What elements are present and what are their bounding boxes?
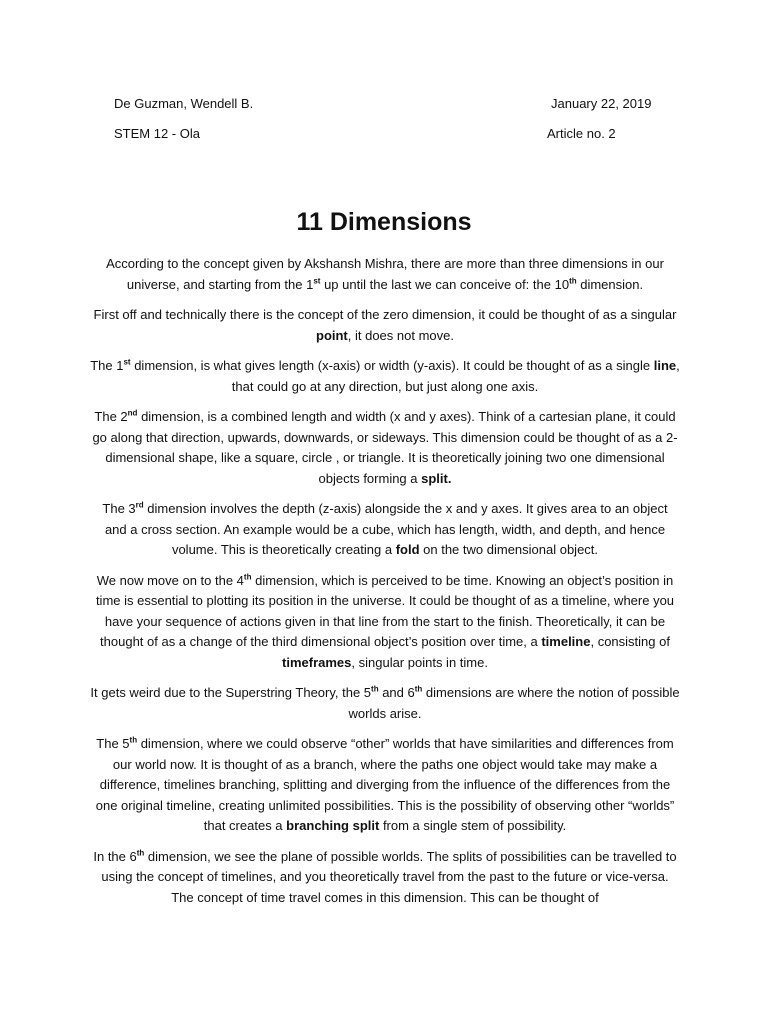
document-body xyxy=(90,254,680,918)
text-run: from a single stem of possibility. xyxy=(379,818,567,833)
ordinal-suffix: th xyxy=(569,276,577,286)
paragraph-zero-dimension xyxy=(90,305,680,346)
document-title: 11 Dimensions xyxy=(296,208,472,236)
ordinal-suffix: rd xyxy=(135,500,144,510)
ordinal-suffix: st xyxy=(313,276,321,286)
text-run: The 1 xyxy=(90,358,124,373)
ordinal-suffix: nd xyxy=(127,408,138,418)
ordinal-suffix: th xyxy=(129,735,138,745)
ordinal-suffix: th xyxy=(414,684,423,694)
paragraph-fifth-dimension xyxy=(90,734,680,837)
paragraph-first-dimension xyxy=(90,356,680,397)
text-run: First off and technically there is the concept of the zero dimension, it could be thought of as a singular xyxy=(93,307,677,322)
text-run: dimension, is what gives length (x-axis) or width (y-axis). It could be thought of as a single xyxy=(130,358,654,373)
text-run: We now move on to the 4 xyxy=(96,572,244,588)
text-run: on the two dimensional object. xyxy=(419,542,599,557)
paragraph-third-dimension xyxy=(90,499,680,561)
ordinal-suffix: th xyxy=(136,848,145,858)
text-run: dimension, where we could observe “other” worlds that have similarities and differences from our world now. It is thought of as a branch, where the paths one object would take may make a difference, timelines branching, splitting and diverging from the influence of the differences from the one original timeline, creating unlimited possibilities. This is the possibility of observing other “worlds” that creates a xyxy=(95,736,675,833)
text-run: It gets weird due to the Superstring Theory, the 5 xyxy=(90,685,372,700)
author-name: De Guzman, Wendell B. xyxy=(114,96,254,111)
bold-term: line xyxy=(653,358,677,373)
paragraph-intro xyxy=(90,254,680,295)
bold-term: point xyxy=(316,327,348,343)
paragraph-sixth-dimension xyxy=(90,847,680,909)
text-run: dimensions are where the notion of possible worlds arise. xyxy=(348,685,680,721)
text-run: up until the last we can conceive of: the 10 xyxy=(320,276,570,292)
class-section: STEM 12 - Ola xyxy=(114,126,200,141)
document-date: January 22, 2019 xyxy=(551,96,652,111)
text-run: The 2 xyxy=(94,409,128,424)
text-run: , it does not move. xyxy=(347,327,454,343)
text-run: dimension, we see the plane of possible worlds. The splits of possibilities can be travelled to using the concept of timelines, and you theoretically travel from the past to the future or vice-versa. The concept of time travel comes in this dimension. This can be thought of xyxy=(101,848,677,905)
ordinal-suffix: th xyxy=(371,684,379,694)
text-run: , consisting of xyxy=(590,634,670,649)
bold-term: timeline xyxy=(541,634,591,649)
text-run: and 6 xyxy=(378,685,415,700)
text-run: , singular points in time. xyxy=(351,654,488,670)
text-run: dimension. xyxy=(576,276,644,292)
text-run: According to the concept given by Akshansh Mishra, there are more than three dimensions in our universe, and starting from the 1 xyxy=(106,256,664,292)
text-run: dimension, which is perceived to be time. Knowing an object’s position in time is essential to plotting its position in the universe. It could be thought of as a timeline, where you have your sequence of actions given in that line from the start to the finish. Theoretically, it can be thought of as a change of the third dimensional object’s position over time, a xyxy=(95,572,675,649)
ordinal-suffix: st xyxy=(123,357,131,367)
ordinal-suffix: th xyxy=(243,572,252,582)
article-number: Article no. 2 xyxy=(547,126,616,141)
bold-term: branching split xyxy=(286,818,380,833)
bold-term: fold xyxy=(395,542,420,557)
text-run: The 3 xyxy=(102,501,136,516)
text-run: The 5 xyxy=(96,736,130,751)
text-run: dimension involves the depth (z-axis) alongside the x and y axes. It gives area to an object and a cross section. An example would be a cube, which has length, width, and depth, and hence volume. This is theoretically creating a xyxy=(104,501,668,557)
text-run: , that could go at any direction, but just along one axis. xyxy=(231,358,680,394)
text-run: In the 6 xyxy=(93,848,137,864)
paragraph-fourth-dimension xyxy=(90,571,680,674)
paragraph-second-dimension xyxy=(90,407,680,489)
bold-term: split. xyxy=(421,470,452,486)
bold-term: timeframes xyxy=(282,654,352,670)
paragraph-superstring xyxy=(90,683,680,724)
text-run: dimension, is a combined length and width (x and y axes). Think of a cartesian plane, it could go along that direction, upwards, downwards, or sideways. This dimension could be thought of as a 2-dimensional shape, like a square, circle , or triangle. It is theoretically joining two one dimensional objects forming a xyxy=(92,409,678,486)
